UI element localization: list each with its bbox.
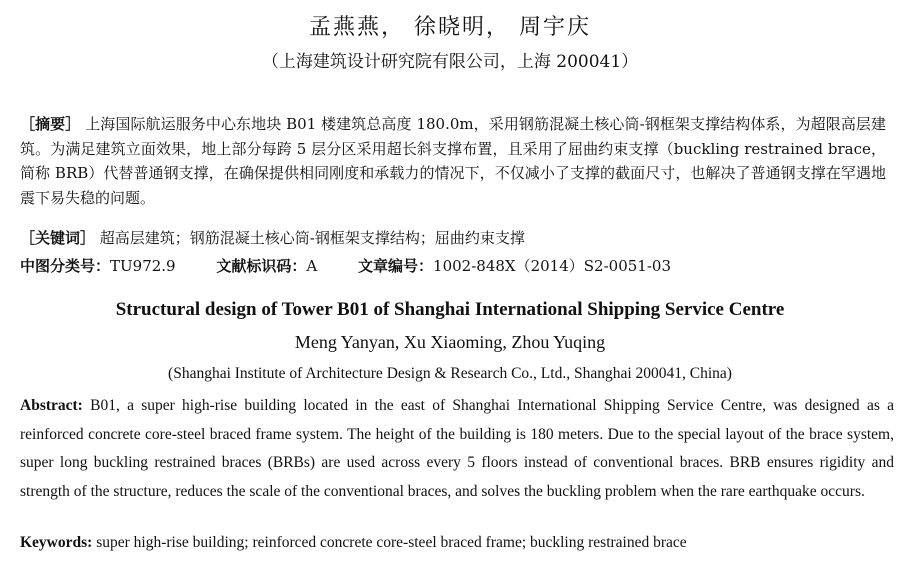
affiliation-english: (Shanghai Institute of Architecture Design & Research Co., Ltd., Shanghai 200041, China) <box>168 365 732 382</box>
abstract-label-english: Abstract: <box>20 397 83 414</box>
keywords-label-english: Keywords: <box>20 534 93 551</box>
abstract-text-english: B01, a super high-rise building located in the east of Shanghai International Shipping Service Centre, was designed as a reinforced concrete core-steel braced frame system. The height of the building is 180 meters. Due to the special layout of the brace system, super long buckling restrained braces (BRBs) are used across every 5 floors instead of conventional braces. BRB ensures rigidity and strength of the structure, reduces the scale of the conventional braces, and solves the buckling problem when the rare earthquake occurs. <box>20 397 894 500</box>
clc-value: TU972.9 <box>110 257 176 275</box>
document-code <box>216 257 322 275</box>
keywords-chinese <box>20 227 886 248</box>
document-code-value: A <box>306 257 318 275</box>
clc-number <box>20 257 180 275</box>
abstract-label-chinese: ［摘要］ <box>20 115 81 133</box>
affiliation-chinese: （上海建筑设计研究院有限公司，上海 200041） <box>261 52 639 72</box>
authors-english: Meng Yanyan, Xu Xiaoming, Zhou Yuqing <box>294 332 606 352</box>
authors-chinese: 孟燕燕， 徐晓明， 周宇庆 <box>309 15 591 40</box>
abstract-chinese <box>20 112 886 210</box>
abstract-english <box>20 392 894 506</box>
keywords-english <box>20 534 894 552</box>
title-english: Structural design of Tower B01 of Shanghai International Shipping Service Centre <box>115 299 785 320</box>
abstract-text-chinese: 上海国际航运服务中心东地块 B01 楼建筑总高度 180.0m，采用钢筋混凝土核心筒-钢框架支撑结构体系，为超限高层建筑。为满足建筑立面效果，地上部分每跨 5 层分区采用超长斜支撑布置，且采用了屈曲约束支撑（buckling restrained brace，简称 BRB）代替普通钢支撑，在确保提供相同刚度和承载力的情况下，不仅减小了支撑的截面尺寸，也解决了普通钢支撑在罕遇地震下易失稳的问题。 <box>20 115 886 207</box>
article-number-label: 文章编号： <box>358 257 434 275</box>
keywords-label-chinese: ［关键词］ <box>20 229 96 247</box>
keywords-text-english: super high-rise building; reinforced concrete core-steel braced frame; buckling restrained brace <box>96 534 687 551</box>
keywords-text-chinese: 超高层建筑；钢筋混凝土核心筒-钢框架支撑结构；屈曲约束支撑 <box>99 229 525 247</box>
article-number <box>358 257 671 275</box>
clc-label: 中图分类号： <box>20 257 111 275</box>
article-number-value: 1002-848X（2014）S2-0051-03 <box>433 257 671 275</box>
document-code-label: 文献标识码： <box>216 257 307 275</box>
classification-meta <box>20 255 886 276</box>
